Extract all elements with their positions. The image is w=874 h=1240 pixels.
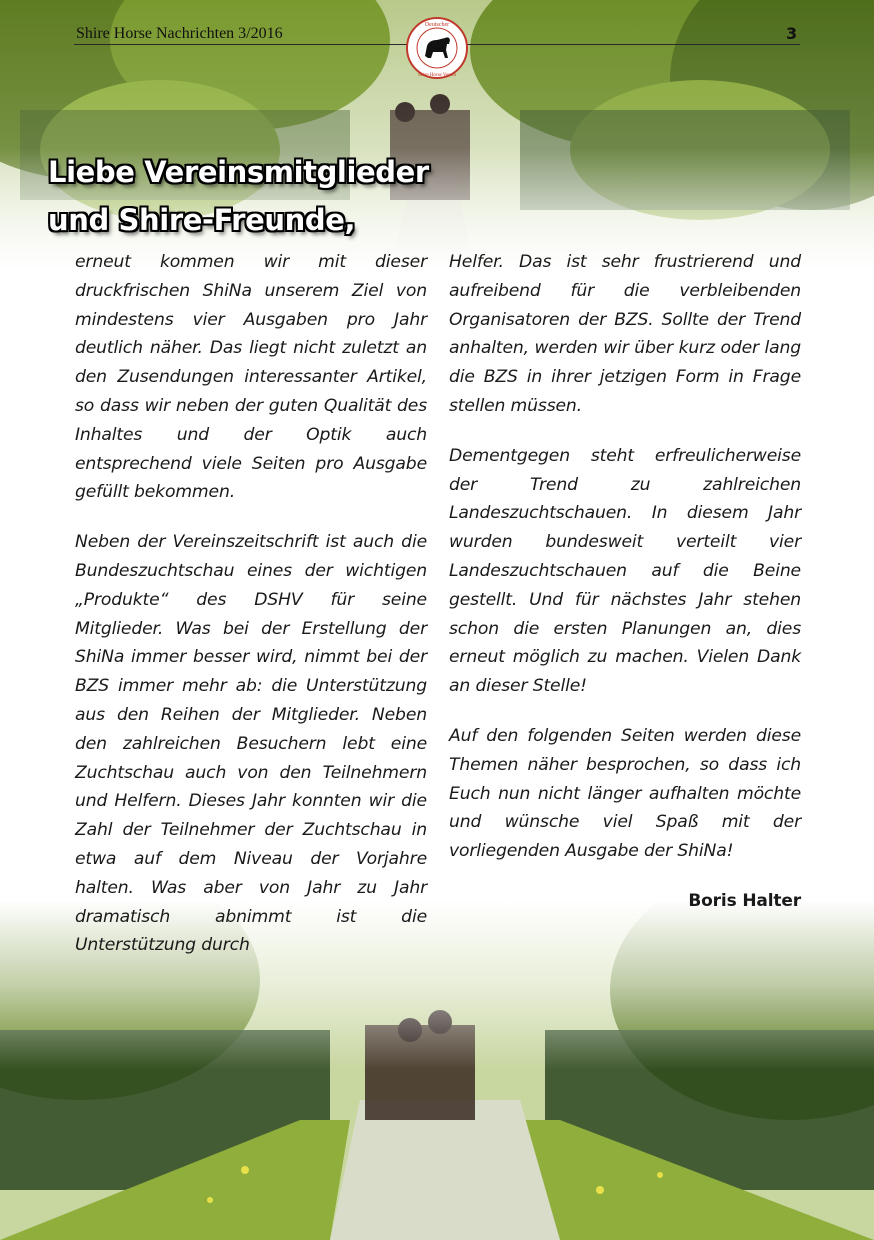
page-headline [48, 148, 429, 244]
headline-line-1: Liebe Vereinsmitglieder [48, 155, 429, 189]
page-number: 3 [786, 24, 798, 43]
left-column [75, 248, 427, 981]
association-logo [405, 16, 469, 80]
svg-text:Deutscher: Deutscher [424, 22, 450, 28]
paragraph: Helfer. Das ist sehr frustrierend und aufreibend für die verbleibenden Organisatoren der BZS. Sollte der Trend anhalten, werden wir über kurz oder lang die BZS in ihrer jetzigen Form in Frage stellen müssen. [449, 252, 801, 416]
paragraph: Dementgegen steht erfreulicherweise der Trend zu zahlreichen Landeszuchtschauen. In diesem Jahr wurden bundesweit verteilt vier Landeszuchtschauen auf die Beine gestellt. Und für nächstes Jahr stehen schon die ersten Planungen an, dies erneut möglich zu machen. Vielen Dank an dieser Stelle! [449, 445, 801, 697]
svg-text:Shire Horse Verein: Shire Horse Verein [418, 73, 456, 78]
publication-title: Shire Horse Nachrichten 3/2016 [76, 25, 283, 42]
paragraph: Neben der Vereinszeitschrift ist auch die Bundeszuchtschau eines der wichtigen „Produkte“ des DSHV für seine Mitglieder. Was bei der Erstellung der ShiNa immer besser wird, nimmt bei der BZS immer mehr ab: die Unterstützung aus den Reihen der Mitglieder. Neben den zahlreichen Besuchern lebt eine Zuchtschau auch von den Teilnehmern und Helfern. Dieses Jahr konnten wir die Zahl der Teilnehmer der Zuchtschau in etwa auf dem Niveau der Vorjahre halten. Was aber von Jahr zu Jahr dramatisch abnimmt ist die Unterstützung durch [75, 532, 427, 956]
author-signature: Boris Halter [688, 890, 801, 911]
paragraph: erneut kommen wir mit dieser druckfrischen ShiNa unserem Ziel von mindestens vier Ausgaben pro Jahr deutlich näher. Das liegt nicht zuletzt an den Zusendungen interessanter Artikel, so dass wir neben der guten Qualität des Inhaltes und der Optik auch entsprechend viele Seiten pro Ausgabe gefüllt bekommen. [75, 252, 427, 503]
headline-line-2: und Shire-Freunde, [48, 203, 356, 237]
right-column [449, 248, 801, 916]
paragraph: Auf den folgenden Seiten werden diese Themen näher besprochen, so dass ich Euch nun nicht länger aufhalten möchte und wünsche viel Spaß mit der vorliegenden Ausgabe der ShiNa! [449, 725, 801, 862]
